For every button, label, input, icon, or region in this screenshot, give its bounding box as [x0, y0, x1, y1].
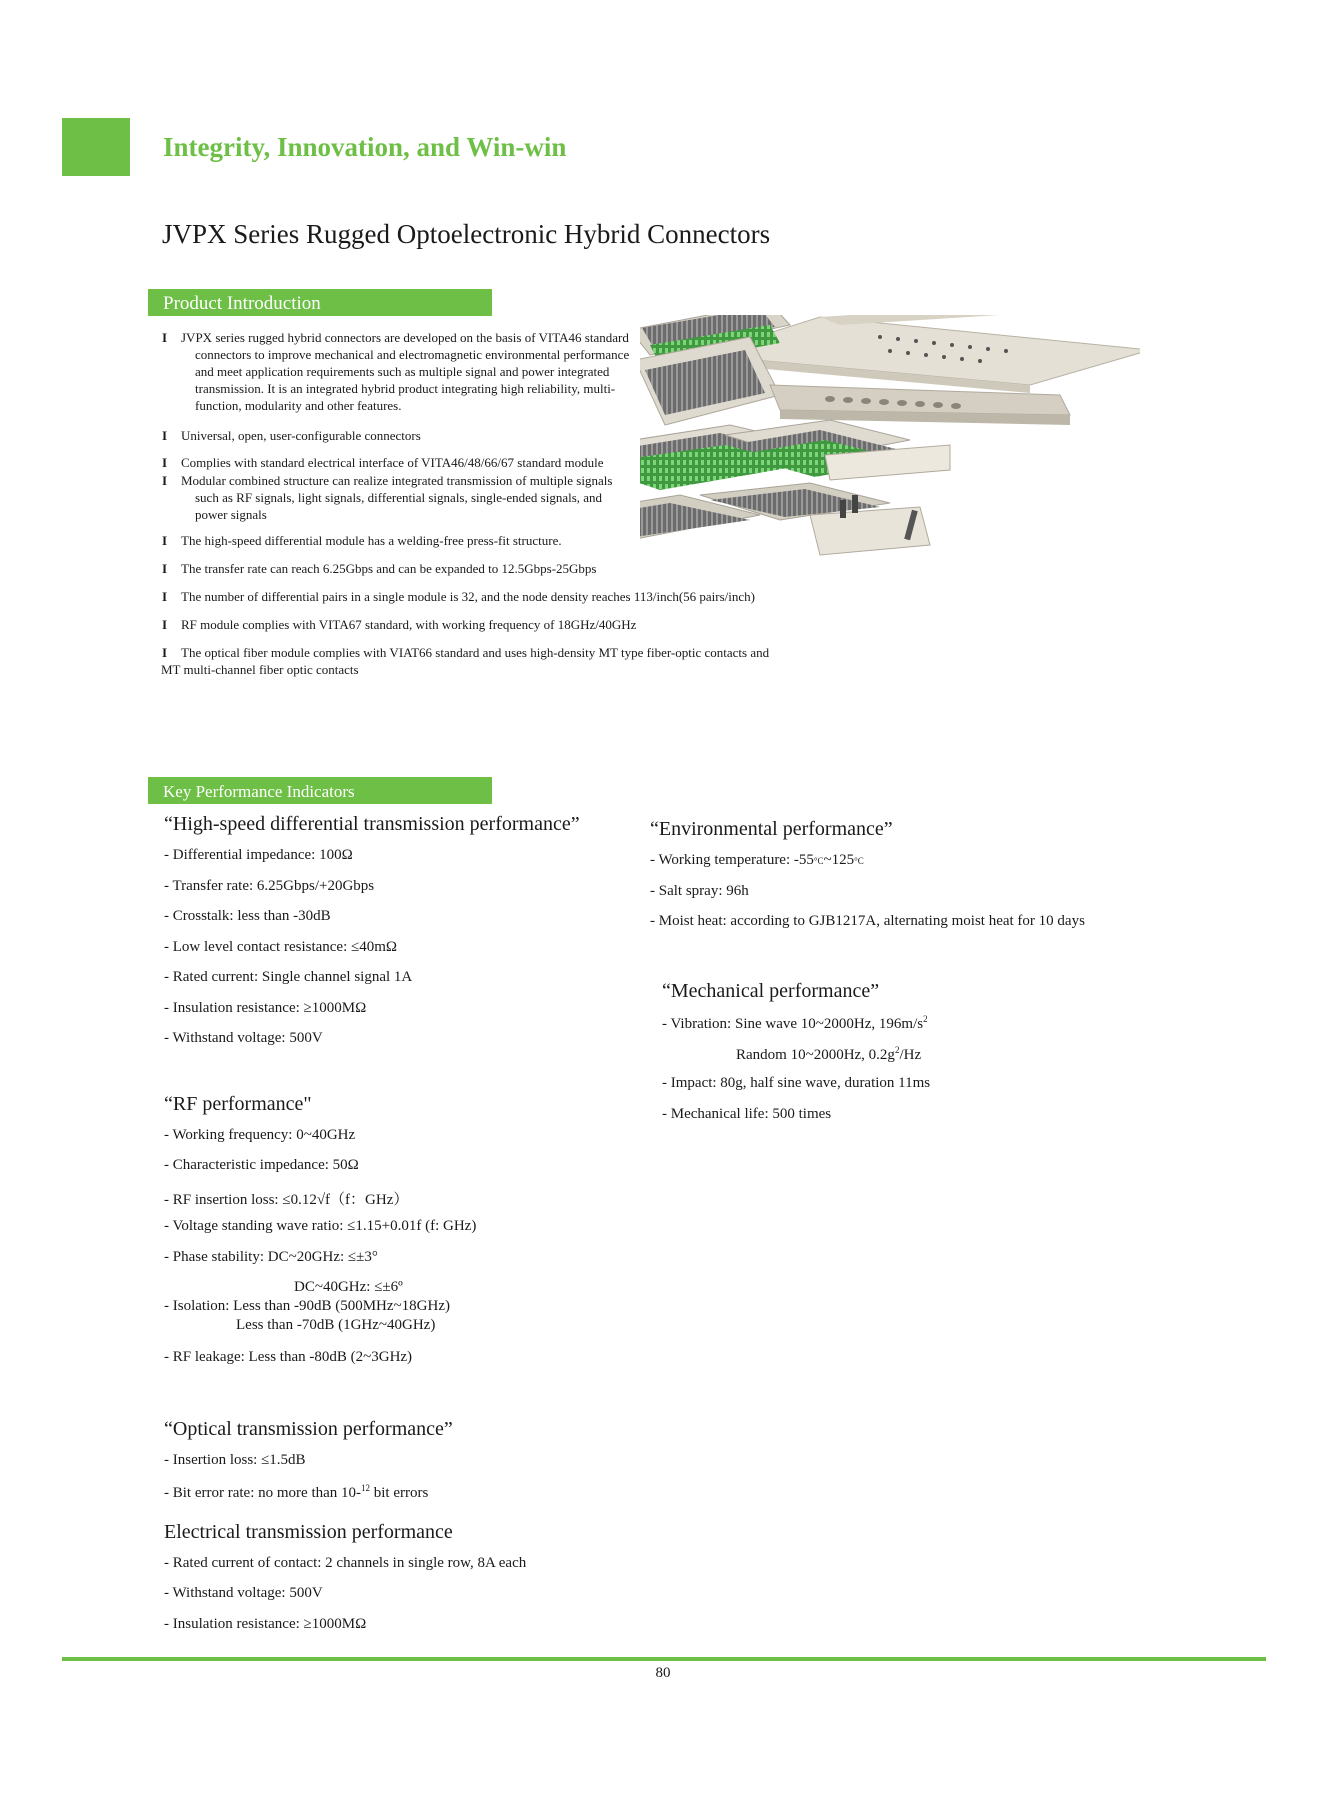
kpi-line: - Withstand voltage: 500V — [164, 1585, 323, 1601]
kpi-line-random: Random 10~2000Hz, $0.2g^2/Hz$ — [736, 1045, 922, 1063]
kpi-line: - Low level contact resistance: ≤40mΩ — [164, 939, 398, 955]
kpi-line: - Insulation resistance: ≥1000MΩ — [164, 1000, 367, 1016]
list-item: I The high-speed differential module has a welding-free press-fit structure. — [162, 533, 562, 548]
product-image — [640, 315, 1140, 635]
kpi-line: - RF leakage: Less than -80dB (2~3GHz) — [164, 1349, 413, 1365]
kpi-line: - Salt spray: 96h — [650, 883, 749, 899]
list-item: I Universal, open, user-configurable connectors — [162, 428, 421, 443]
kpi-line: - Impact: 80g, half sine wave, duration 11ms — [662, 1075, 931, 1091]
kpi-line-vibration: - Vibration: Sine wave 10~2000Hz, $196m/s^2$ — [662, 1014, 928, 1032]
kpi-line: - Rated current of contact: 2 channels in single row, 8A each — [164, 1555, 527, 1571]
connector-lower-housing — [640, 420, 950, 490]
kpi-line: - Mechanical life: 500 times — [662, 1106, 832, 1122]
kpi-line: - Characteristic impedance: 50Ω — [164, 1157, 359, 1173]
list-item: I The optical fiber module complies with VIAT66 standard and uses high-density MT type fiber-optic contacts and — [162, 645, 770, 660]
bullet-mark: I — [162, 330, 168, 345]
list-item: I JVPX series rugged hybrid connectors are developed on the basis of VITA46 standard connectors to improve mechanical and electromagnetic environmental performance and meet application requirements such as multiple signal and power integrated transmission. It is an integrated hybrid product integrating high reliability, multi- function, modularity and other features. — [162, 330, 630, 413]
kpi-line: - Insulation resistance: ≥1000MΩ — [164, 1616, 367, 1632]
page-number: 80 — [655, 1665, 671, 1681]
bullet-mark: I — [162, 428, 168, 443]
footer-divider — [62, 1657, 1266, 1661]
kpi-title-rf: “RF performance" — [164, 1093, 312, 1115]
bullet-mark: I — [162, 645, 168, 660]
kpi-line-ber: - Bit error rate: no more than 10-$^{12}$ bit errors — [164, 1483, 429, 1501]
bullet-mark: I — [162, 533, 168, 548]
kpi-title-environmental: “Environmental performance” — [650, 818, 893, 840]
connector-bottom-housing — [640, 483, 930, 555]
bullet-mark: I — [162, 561, 168, 576]
section-heading-intro: Product Introduction — [148, 289, 492, 316]
kpi-line: - Withstand voltage: 500V — [164, 1030, 323, 1046]
bullet-mark: I — [162, 589, 168, 604]
kpi-line: - Voltage standing wave ratio: ≤1.15+0.01f (f: GHz) — [164, 1218, 477, 1234]
kpi-line: - Crosstalk: less than -30dB — [164, 908, 331, 924]
bullet-mark: I — [162, 617, 168, 632]
kpi-line: DC~40GHz: ≤±6º — [294, 1279, 403, 1295]
page-title: JVPX Series Rugged Optoelectronic Hybrid Connectors — [162, 219, 771, 249]
list-item: I The transfer rate can reach 6.25Gbps and can be expanded to 12.5Gbps-25Gbps — [162, 561, 597, 576]
slogan: Integrity, Innovation, and Win-win — [163, 132, 567, 162]
kpi-line-temperature: - Working temperature: -55°C~125°C — [650, 852, 864, 868]
list-item: I RF module complies with VITA67 standard, with working frequency of 18GHz/40GHz — [162, 617, 637, 632]
section-heading-kpi: Key Performance Indicators — [148, 777, 492, 804]
list-item-continuation: MT multi-channel fiber optic contacts — [161, 662, 359, 677]
kpi-line: - Transfer rate: 6.25Gbps/+20Gbps — [164, 878, 375, 894]
list-item: I Complies with standard electrical interface of VITA46/48/66/67 standard module — [162, 455, 604, 470]
kpi-line: - Isolation: Less than -90dB (500MHz~18GHz) — [164, 1298, 450, 1314]
kpi-line: - Insertion loss: ≤1.5dB — [164, 1452, 306, 1468]
kpi-line: - Differential impedance: 100Ω — [164, 847, 353, 863]
kpi-title-mechanical: “Mechanical performance” — [662, 980, 880, 1002]
kpi-title-electrical: Electrical transmission performance — [164, 1521, 453, 1543]
kpi-line: - RF insertion loss: ≤0.12√f（f：GHz） — [164, 1192, 409, 1208]
kpi-title-high-speed: “High-speed differential transmission performance” — [164, 813, 580, 835]
kpi-line: - Working frequency: 0~40GHz — [164, 1127, 356, 1143]
bullet-mark: I — [162, 473, 168, 488]
accent-square — [62, 118, 130, 176]
kpi-line: - Rated current: Single channel signal 1A — [164, 969, 413, 985]
kpi-line: - Phase stability: DC~20GHz: ≤±3° — [164, 1249, 378, 1265]
kpi-line: - Moist heat: according to GJB1217A, alternating moist heat for 10 days — [650, 913, 1085, 929]
kpi-title-optical: “Optical transmission performance” — [164, 1418, 453, 1440]
kpi-line: Less than -70dB (1GHz~40GHz) — [236, 1317, 436, 1333]
list-item: I The number of differential pairs in a single module is 32, and the node density reaches 113/inch(56 pairs/inch) — [162, 589, 756, 604]
bullet-mark: I — [162, 455, 168, 470]
list-item: I Modular combined structure can realize integrated transmission of multiple signals such as RF signals, light signals, differential signals, single-ended signals, and power signals — [162, 473, 613, 522]
